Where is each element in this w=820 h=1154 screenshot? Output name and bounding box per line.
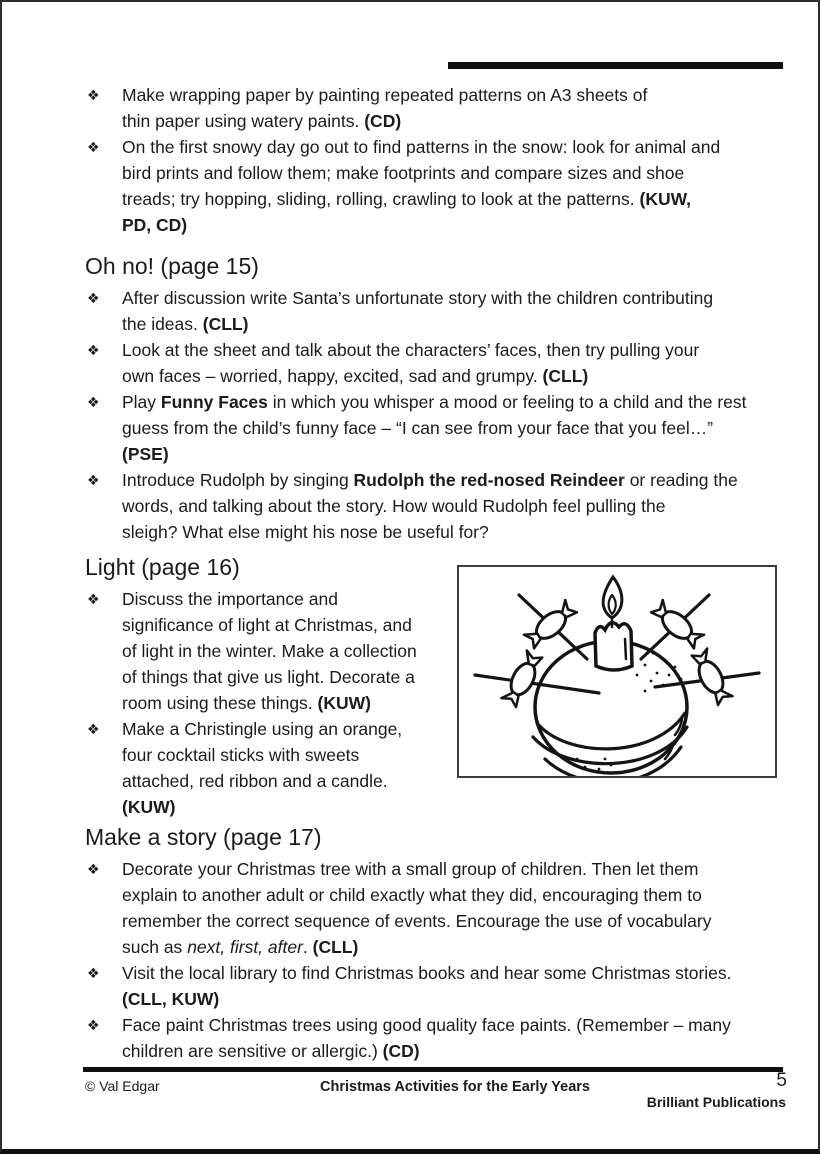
bullet-text: Face paint Christmas trees using good quality face paints. (Remember – many children are sensitive or allergic.) (CD) <box>122 1015 731 1061</box>
bullet-text: Discuss the importance and significance of light at Christmas, and of light in the winter. Make a collection of things that give us light. Decorate a room using these things. (KUW) <box>122 589 417 713</box>
bullet-item <box>85 285 790 337</box>
bullet-item <box>85 134 790 238</box>
bullet-item <box>85 389 790 467</box>
footer-rule <box>83 1067 783 1072</box>
bullet-text: Make wrapping paper by painting repeated patterns on A3 sheets of thin paper using watery paints. (CD) <box>122 85 648 131</box>
bullet-icon: ❖ <box>87 290 100 306</box>
section-heading: Oh no! (page 15) <box>85 253 259 279</box>
bullet-item <box>85 716 457 820</box>
bullet-item <box>85 82 790 134</box>
bullet-icon: ❖ <box>87 965 100 981</box>
bullet-text: After discussion write Santa’s unfortunate story with the children contributing the ideas. (CLL) <box>122 288 714 334</box>
bullet-icon: ❖ <box>87 721 100 737</box>
bullet-icon: ❖ <box>87 342 100 358</box>
illustration-box <box>457 565 777 778</box>
top-rule <box>448 62 783 69</box>
bullet-text: Play Funny Faces in which you whisper a mood or feeling to a child and the rest guess from the child’s funny face – “I can see from your face that you feel…” (PSE) <box>122 392 747 464</box>
footer-publisher: Brilliant Publications <box>646 1094 786 1110</box>
bullet-text: Decorate your Christmas tree with a small group of children. Then let them explain to another adult or child exactly what they did, encouraging them to remember the correct sequence of events. Encourage the use of vocabulary such as next, first, after. (CLL) <box>122 859 712 957</box>
bullet-text: On the first snowy day go out to find patterns in the snow: look for animal and bird prints and follow them; make footprints and compare sizes and shoe treads; try hopping, sliding, rolling, crawling to look at the patterns. (KUW, PD, CD) <box>122 137 721 235</box>
bullet-icon: ❖ <box>87 861 100 877</box>
bullet-item <box>85 1012 790 1064</box>
bullet-item <box>85 960 790 1012</box>
section-ohno <box>85 251 790 545</box>
footer-book-title: Christmas Activities for the Early Years <box>320 1079 590 1095</box>
section-heading: Make a story (page 17) <box>85 824 322 850</box>
bullet-icon: ❖ <box>87 139 100 155</box>
footer-page-number: 5 <box>776 1070 787 1091</box>
bullet-text: Visit the local library to find Christmas books and hear some Christmas stories. (CLL, KUW) <box>122 963 732 1009</box>
section-intro <box>85 82 790 238</box>
bullet-item <box>85 856 790 960</box>
bullet-icon: ❖ <box>87 394 100 410</box>
bullet-item <box>85 586 457 716</box>
bullet-icon: ❖ <box>87 87 100 103</box>
section-story <box>85 822 790 1064</box>
bullet-item <box>85 337 790 389</box>
section-light <box>85 552 457 820</box>
bullet-text: Look at the sheet and talk about the characters’ faces, then try pulling your own faces – worried, happy, excited, sad and grumpy. (CLL) <box>122 340 700 386</box>
christingle-drawing <box>459 567 775 776</box>
bullet-text: Make a Christingle using an orange, four cocktail sticks with sweets attached, red ribbon and a candle. (KUW) <box>122 719 403 817</box>
footer-copyright: © Val Edgar <box>85 1078 160 1094</box>
bullet-icon: ❖ <box>87 591 100 607</box>
bullet-text: Introduce Rudolph by singing Rudolph the red-nosed Reindeer or reading the words, and talking about the story. How would Rudolph feel pulling the sleigh? What else might his nose be useful for? <box>122 470 738 542</box>
bullet-icon: ❖ <box>87 472 100 488</box>
section-heading: Light (page 16) <box>85 554 240 580</box>
bullet-item <box>85 467 790 545</box>
bullet-icon: ❖ <box>87 1017 100 1033</box>
